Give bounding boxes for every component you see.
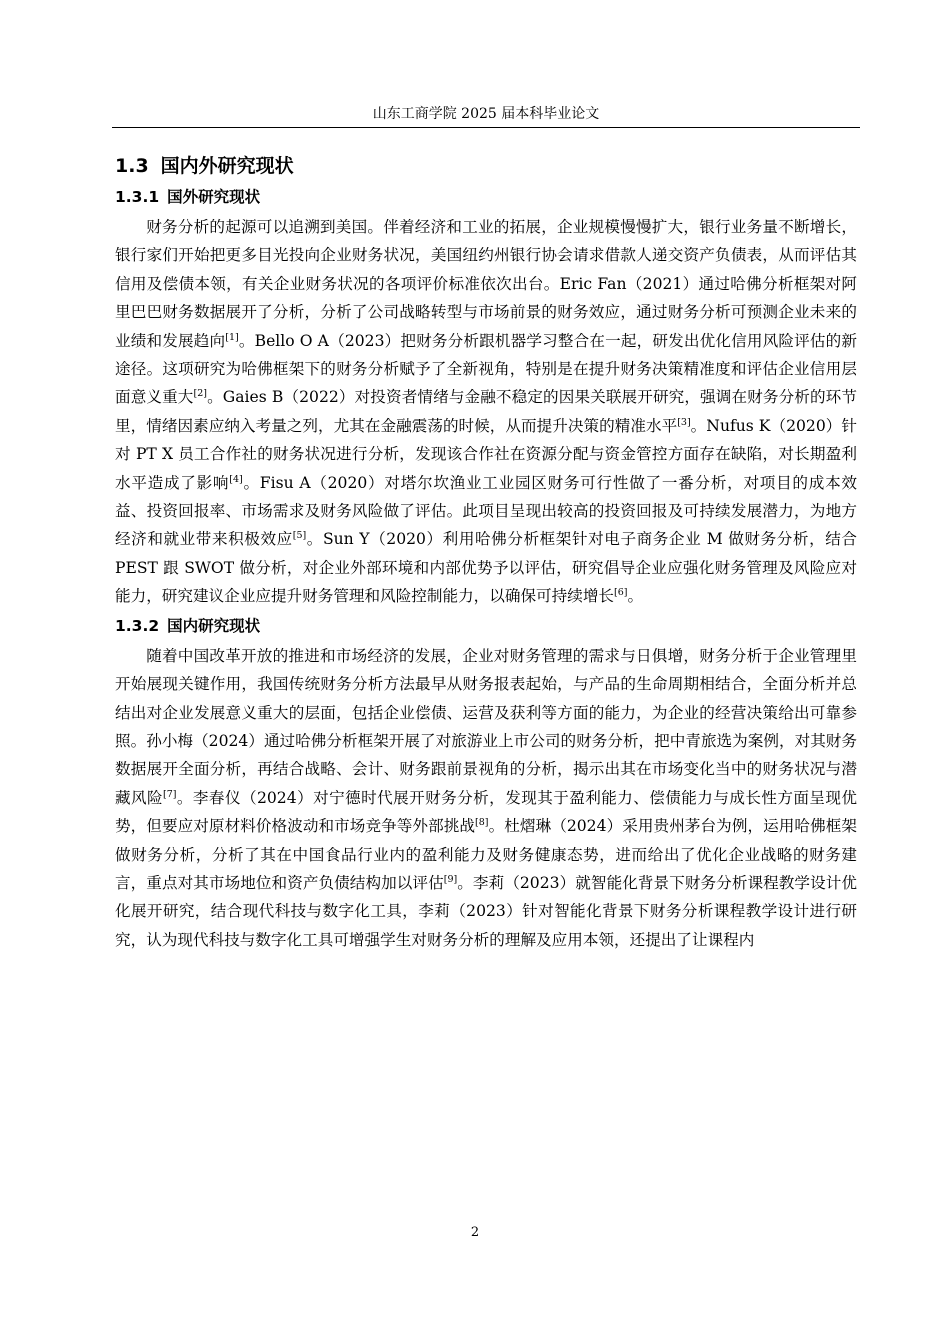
subsection-title: 国内研究现状 [167,616,261,635]
citation-ref: [5] [292,530,307,542]
section-heading [115,150,857,182]
text-segment: 。 [627,587,644,606]
page-number: 2 [470,1225,480,1240]
paragraph-domestic-research [115,642,857,954]
page-body [115,150,857,954]
section-number: 1.3 [115,155,149,177]
text-segment: 随着中国改革开放的推进和市场经济的发展，企业对财务管理的需求与日俱增，财务分析于企业管理里开始展现关键作用，我国传统财务分析方法最早从财务报表起始，与产品的生命周期相结合，全面分析并总结出对企业发展意义重大的层面，包括企业偿债、运营及获利等方面的能力，为企业的经营决策给出可靠参照。孙小梅（2024）通过哈佛分析框架开展了对旅游业上市公司的财务分析，把中青旅选为案例，对其财务数据展开全面分析，再结合战略、会计、财务跟前景视角的分析，揭示出其在市场变化当中的财务状况与潜藏风险 [115,646,857,807]
citation-ref: [2] [193,388,207,400]
subsection-number: 1.3.2 [115,616,160,635]
text-segment: 。Gaies B（2022）对投资者情绪与金融不稳定的因果关联展开研究，强调在财务分析的环节里，情绪因素应纳入考量之列，尤其在金融震荡的时候，从而提升决策的精准水平 [115,388,857,435]
paragraph-foreign-research [115,213,857,611]
text-segment: 。Bello O A（2023）把财务分析跟机器学习整合在一起，研发出优化信用风险评估的新途径。这项研究为哈佛框架下的财务分析赋予了全新视角，特别是在提升财务决策精准度和评估企业信用层面意义重大 [115,331,857,407]
citation-ref: [7] [163,788,177,800]
header-rule [112,127,860,128]
citation-ref: [8] [475,817,489,829]
subsection-title: 国外研究现状 [167,188,261,206]
citation-ref: [3] [677,416,691,428]
citation-ref: [4] [229,473,243,485]
section-title: 国内外研究现状 [160,155,294,177]
subsection-number: 1.3.1 [115,188,160,206]
citation-ref: [9] [443,873,458,885]
text-segment: 。Sun Y（2020）利用哈佛分析框架针对电子商务企业 M 做财务分析，结合 PEST 跟 SWOT 做分析，对企业外部环境和内部优势予以评估，研究倡导企业应强化财务管理及风险应对能力，研究建议企业应提升财务管理和风险控制能力，以确保可持续增长 [115,530,857,606]
running-header: 山东工商学院 2025 届本科毕业论文 [372,106,600,122]
subsection-heading-domestic [115,611,857,642]
citation-ref: [6] [614,587,628,599]
text-segment: 。李春仪（2024）对宁德时代展开财务分析，发现其于盈利能力、偿债能力与成长性方面呈现优势，但要应对原材料价格波动和市场竞争等外部挑战 [115,788,857,836]
text-segment: 。杜熠琳（2024）采用贵州茅台为例，运用哈佛框架做财务分析，分析了其在中国食品行业内的盈利能力及财务健康态势，进而给出了优化企业战略的财务建言，重点对其市场地位和资产负债结构加以评估 [115,817,857,892]
citation-ref: [1] [225,331,239,343]
text-segment: 。李莉（2023）就智能化背景下财务分析课程教学设计优化展开研究，结合现代科技与数字化工具，李莉（2023）针对智能化背景下财务分析课程教学设计进行研究，认为现代科技与数字化工具可增强学生对财务分析的理解及应用本领，还提出了让课程内 [115,873,857,949]
text-segment: 。Fisu A（2020）对塔尔坎渔业工业园区财务可行性做了一番分析，对项目的成本效益、投资回报率、市场需求及财务风险做了评估。此项目呈现出较高的投资回报及可持续发展潜力，为地方经济和就业带来积极效应 [115,473,857,549]
subsection-heading-foreign [115,182,857,213]
text-segment: 财务分析的起源可以追溯到美国。伴着经济和工业的拓展，企业规模慢慢扩大，银行业务量不断增长，银行家们开始把更多目光投向企业财务状况，美国纽约州银行协会请求借款人递交资产负债表，从而评估其信用及偿债本领，有关企业财务状况的各项评价标准依次出台。Eric Fan（2021）通过哈佛分析框架对阿里巴巴财务数据展开了分析，分析了公司战略转型与市场前景的财务效应，通过财务分析可预测企业未来的业绩和发展趋向 [115,218,857,350]
text-segment: 。Nufus K（2020）针对 PT X 员工合作社的财务状况进行分析，发现该合作社在资源分配与资金管控方面存在缺陷，对长期盈利水平造成了影响 [115,416,857,492]
